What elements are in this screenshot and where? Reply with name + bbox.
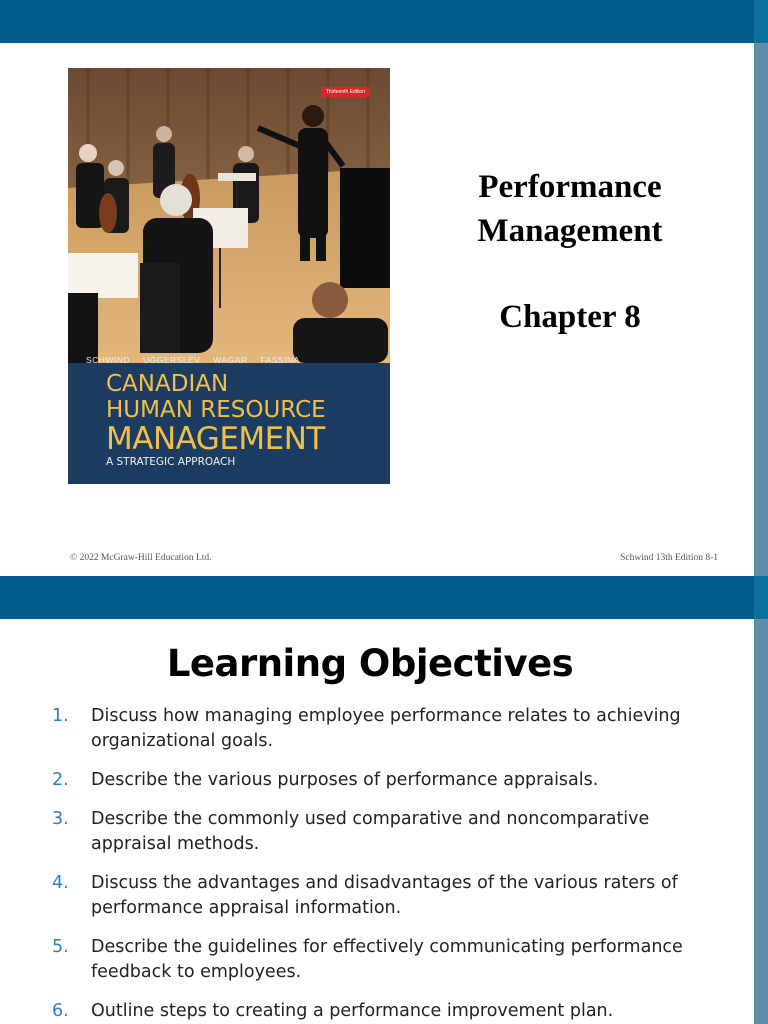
- author-name: SCHWIND: [86, 355, 131, 365]
- header-bar: [0, 0, 768, 43]
- item-text: Discuss how managing employee performance relates to achieving organizational goals.: [91, 706, 681, 751]
- header-bar-edge: [754, 0, 768, 43]
- author-name: FASSINA: [260, 355, 300, 365]
- item-number: 3.: [52, 809, 69, 829]
- cover-authors: [86, 355, 310, 365]
- list-item: [52, 999, 692, 1024]
- author-name: UGGERSLEV: [142, 355, 201, 365]
- title-line-2: Management: [477, 213, 663, 249]
- right-accent-bar: [754, 619, 768, 1024]
- header-bar-edge: [754, 576, 768, 619]
- cover-title-line-2: HUMAN RESOURCE: [106, 397, 326, 423]
- list-item: [52, 871, 692, 921]
- learning-objectives-title: Learning Objectives: [166, 642, 574, 685]
- author-name: WAGAR: [213, 355, 248, 365]
- right-accent-bar: [754, 43, 768, 576]
- cover-title-line-1: CANADIAN: [106, 371, 229, 397]
- item-text: Describe the various purposes of performance appraisals.: [91, 770, 599, 790]
- title-line-1: Performance: [478, 169, 662, 205]
- item-number: 2.: [52, 770, 69, 790]
- slide-title: [430, 165, 710, 336]
- list-item: [52, 935, 692, 985]
- item-text: Discuss the advantages and disadvantages of the various raters of performance appraisal information.: [91, 873, 678, 918]
- item-number: 4.: [52, 873, 69, 893]
- list-item: [52, 807, 692, 857]
- objectives-list: [52, 704, 692, 1024]
- chapter-label: Chapter 8: [499, 299, 641, 335]
- copyright-footer: © 2022 McGraw-Hill Education Ltd.: [70, 553, 212, 563]
- cover-subtitle: A STRATEGIC APPROACH: [106, 456, 236, 468]
- slide-2: [0, 576, 768, 1024]
- edition-badge: Thirteenth Edition: [321, 87, 370, 97]
- item-number: 6.: [52, 1001, 69, 1021]
- list-item: [52, 768, 692, 793]
- book-cover-image: [68, 68, 390, 484]
- item-text: Outline steps to creating a performance improvement plan.: [91, 1001, 614, 1021]
- item-number: 1.: [52, 706, 69, 726]
- item-text: Describe the commonly used comparative and noncomparative appraisal methods.: [91, 809, 650, 854]
- header-bar: [0, 576, 768, 619]
- cover-title-line-3: MANAGEMENT: [106, 421, 325, 457]
- item-number: 5.: [52, 937, 69, 957]
- page-number-footer: Schwind 13th Edition 8-1: [620, 553, 718, 563]
- list-item: [52, 704, 692, 754]
- item-text: Describe the guidelines for effectively communicating performance feedback to employees.: [91, 937, 683, 982]
